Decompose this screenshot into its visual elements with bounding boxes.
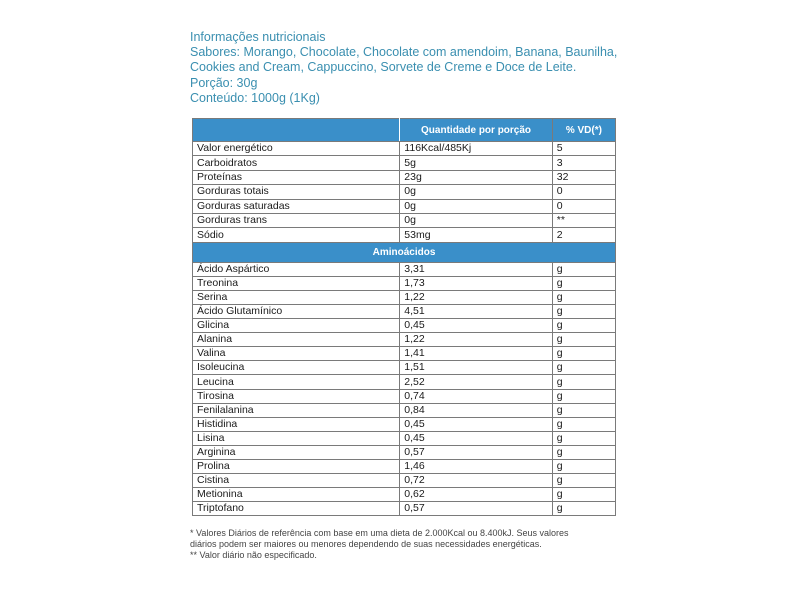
cell-unit: g <box>552 305 615 319</box>
cell-amount: 0,45 <box>400 417 553 431</box>
cell-name: Prolina <box>193 460 400 474</box>
table-row <box>193 185 616 199</box>
table-row <box>193 460 616 474</box>
table-row <box>193 347 616 361</box>
cell-name: Proteínas <box>193 170 400 184</box>
table-row <box>193 333 616 347</box>
cell-amount: 0g <box>400 185 553 199</box>
table-row <box>193 431 616 445</box>
cell-unit: g <box>552 417 615 431</box>
page-title: Informações nutricionais <box>190 30 326 44</box>
table-row <box>193 361 616 375</box>
table-header-row <box>193 119 616 142</box>
cell-name: Valina <box>193 347 400 361</box>
cell-unit: g <box>552 460 615 474</box>
cell-name: Arginina <box>193 445 400 459</box>
cell-name: Leucina <box>193 375 400 389</box>
cell-name: Metionina <box>193 488 400 502</box>
header-vd: % VD(*) <box>552 119 615 142</box>
cell-amount: 0,62 <box>400 488 553 502</box>
cell-unit: g <box>552 276 615 290</box>
cell-name: Gorduras saturadas <box>193 199 400 213</box>
cell-unit: g <box>552 262 615 276</box>
cell-name: Histidina <box>193 417 400 431</box>
cell-amount: 1,22 <box>400 290 553 304</box>
cell-name: Alanina <box>193 333 400 347</box>
table-row <box>193 502 616 516</box>
cell-name: Treonina <box>193 276 400 290</box>
cell-unit: g <box>552 431 615 445</box>
cell-name: Carboidratos <box>193 156 400 170</box>
cell-name: Lisina <box>193 431 400 445</box>
cell-vd: 3 <box>552 156 615 170</box>
cell-name: Valor energético <box>193 142 400 156</box>
table-row <box>193 228 616 242</box>
table-row <box>193 156 616 170</box>
table-row <box>193 276 616 290</box>
footnote-3: ** Valor diário não especificado. <box>190 550 317 560</box>
cell-name: Serina <box>193 290 400 304</box>
cell-unit: g <box>552 389 615 403</box>
cell-name: Ácido Aspártico <box>193 262 400 276</box>
cell-vd: 0 <box>552 199 615 213</box>
table-row <box>193 170 616 184</box>
header <box>190 30 617 106</box>
cell-amount: 2,52 <box>400 375 553 389</box>
table-row <box>193 319 616 333</box>
cell-amount: 23g <box>400 170 553 184</box>
cell-amount: 53mg <box>400 228 553 242</box>
table-row <box>193 142 616 156</box>
cell-unit: g <box>552 445 615 459</box>
cell-name: Ácido Glutamínico <box>193 305 400 319</box>
header-quantity: Quantidade por porção <box>400 119 553 142</box>
cell-amount: 0g <box>400 199 553 213</box>
cell-amount: 5g <box>400 156 553 170</box>
cell-amount: 1,73 <box>400 276 553 290</box>
cell-unit: g <box>552 375 615 389</box>
cell-amount: 0,45 <box>400 319 553 333</box>
table-row <box>193 213 616 227</box>
cell-amount: 0,84 <box>400 403 553 417</box>
aminos-body <box>193 262 616 516</box>
cell-unit: g <box>552 502 615 516</box>
cell-amount: 0,45 <box>400 431 553 445</box>
cell-amount: 0,72 <box>400 474 553 488</box>
cell-amount: 0,57 <box>400 502 553 516</box>
cell-amount: 1,22 <box>400 333 553 347</box>
cell-unit: g <box>552 290 615 304</box>
table-row <box>193 389 616 403</box>
cell-unit: g <box>552 474 615 488</box>
table-row <box>193 290 616 304</box>
footnote-2: diários podem ser maiores ou menores dependendo de suas necessidades energéticas. <box>190 539 542 549</box>
cell-vd: 0 <box>552 185 615 199</box>
table-row <box>193 262 616 276</box>
cell-vd: 5 <box>552 142 615 156</box>
cell-amount: 0,74 <box>400 389 553 403</box>
cell-unit: g <box>552 361 615 375</box>
cell-amount: 4,51 <box>400 305 553 319</box>
cell-name: Sódio <box>193 228 400 242</box>
footnotes <box>190 528 620 561</box>
cell-name: Tirosina <box>193 389 400 403</box>
amino-section-row <box>193 242 616 262</box>
cell-amount: 1,41 <box>400 347 553 361</box>
cell-unit: g <box>552 347 615 361</box>
flavors-line-2: Cookies and Cream, Cappuccino, Sorvete de Creme e Doce de Leite. <box>190 60 577 75</box>
cell-unit: g <box>552 333 615 347</box>
content-info: Conteúdo: 1000g (1Kg) <box>190 90 320 105</box>
cell-name: Glicina <box>193 319 400 333</box>
flavors-line-1: Sabores: Morango, Chocolate, Chocolate com amendoim, Banana, Baunilha, <box>190 45 618 60</box>
table-row <box>193 445 616 459</box>
cell-name: Fenilalanina <box>193 403 400 417</box>
cell-amount: 3,31 <box>400 262 553 276</box>
cell-vd: 32 <box>552 170 615 184</box>
table-row <box>193 305 616 319</box>
portion-info: Porção: 30g <box>190 75 258 90</box>
table-row <box>193 488 616 502</box>
table-row <box>193 417 616 431</box>
cell-vd: ** <box>552 213 615 227</box>
table-row <box>193 403 616 417</box>
cell-unit: g <box>552 319 615 333</box>
cell-name: Isoleucina <box>193 361 400 375</box>
cell-unit: g <box>552 403 615 417</box>
cell-amount: 0,57 <box>400 445 553 459</box>
cell-name: Gorduras totais <box>193 185 400 199</box>
cell-amount: 1,51 <box>400 361 553 375</box>
cell-unit: g <box>552 488 615 502</box>
amino-section-title: Aminoácidos <box>193 242 616 262</box>
cell-name: Cistina <box>193 474 400 488</box>
cell-name: Gorduras trans <box>193 213 400 227</box>
cell-amount: 0g <box>400 213 553 227</box>
cell-amount: 116Kcal/485Kj <box>400 142 553 156</box>
cell-vd: 2 <box>552 228 615 242</box>
table-row <box>193 199 616 213</box>
nutrients-body <box>193 142 616 243</box>
nutrition-table <box>192 118 616 516</box>
cell-amount: 1,46 <box>400 460 553 474</box>
table-row <box>193 474 616 488</box>
header-blank-cell <box>193 119 400 142</box>
table-row <box>193 375 616 389</box>
cell-name: Triptofano <box>193 502 400 516</box>
footnote-1: * Valores Diários de referência com base em uma dieta de 2.000Kcal ou 8.400kJ. Seus valores <box>190 528 569 538</box>
